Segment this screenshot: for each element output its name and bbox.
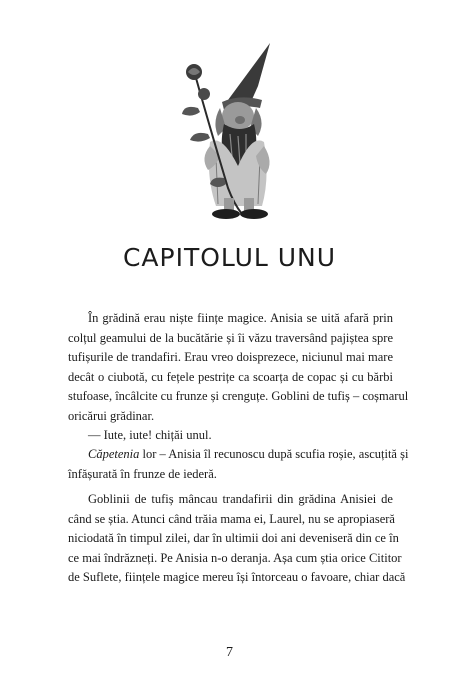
text-line: Goblinii de tufiș mâncau trandafirii din grădina Anisiei de	[88, 492, 393, 506]
text-line: de Suflete, ființele magice mereu își întorceau o favoare, chiar dacă	[68, 570, 406, 584]
text-line: — Iute, iute! chițăi unul.	[88, 428, 212, 442]
text-line: înfășurată în frunze de iederă.	[68, 466, 217, 481]
text-line: În grădină erau niște ființe magice. Anisia se uită afară prin	[88, 311, 393, 325]
paragraph-3	[68, 445, 409, 484]
text-line: când se știa. Atunci când trăia mama ei, Laurel, nu se apropiaseră	[68, 511, 395, 526]
italic-word: Căpetenia	[88, 447, 140, 461]
text-line: niciodată în timpul zilei, dar în ultimii doi ani deveniseră din ce în	[68, 531, 399, 545]
gnome-illustration	[170, 38, 290, 220]
page-number: 7	[226, 645, 233, 660]
text-line: decât o ciubotă, cu fețele pestrițe ca scoarța de copac și cu bărbi	[68, 369, 393, 384]
paragraph-1	[68, 309, 409, 426]
text-line	[68, 445, 409, 465]
text-line: stufoase, încâlcite cu frunze și crenguțe. Goblini de tufiș – coșmarul	[68, 389, 409, 403]
text-fragment: lor – Anisia îl recunoscu după scufia roșie, ascuțită și	[139, 447, 409, 461]
paragraph-2	[68, 426, 393, 446]
paragraph-4	[68, 490, 406, 588]
chapter-title: CAPITOLUL UNU	[122, 242, 337, 272]
text-line: ce mai îndrăzneți. Pe Anisia n-o deranja. Așa cum știa orice Cititor	[68, 550, 402, 565]
text-line: oricărui grădinar.	[68, 408, 155, 423]
text-line: colțul geamului de la bucătărie și îi văzu traversând pajiștea spre	[68, 330, 393, 345]
text-line: tufișurile de trandafiri. Erau vreo doisprezece, niciunul mai mare	[68, 350, 393, 364]
